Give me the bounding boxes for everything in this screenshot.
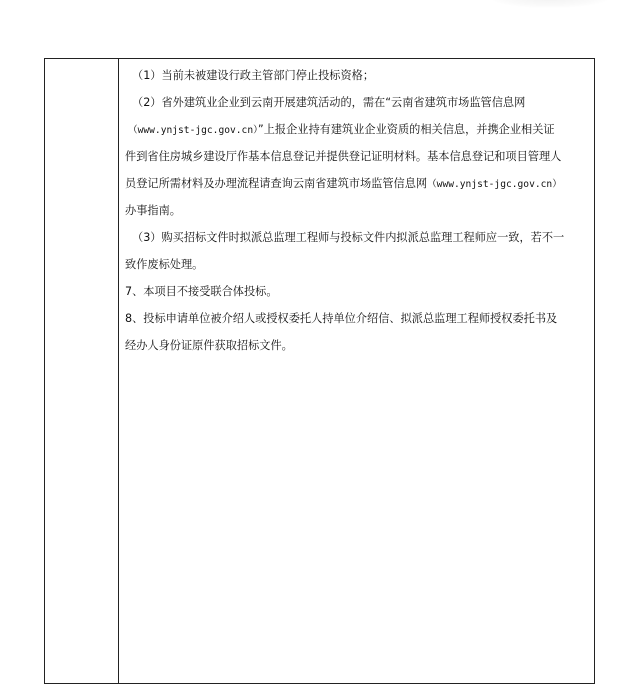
url-link: （www.ynjst-jgc.gov.cn）: [128, 125, 258, 136]
text-line-4: 件到省住房城乡建设厅作基本信息登记并提供登记证明材料。基本信息登记和项目管理人: [125, 150, 562, 163]
text-line-3: [125, 116, 588, 143]
text-segment: 员登记所需材料及办理流程请查询云南省建筑市场监管信息网: [125, 177, 428, 190]
top-shadow-decoration: [490, 0, 610, 8]
text-line-2: （2）省外建筑业企业到云南开展建筑活动的，需在“云南省建筑市场监管信息网: [132, 96, 526, 109]
text-line-7: （3）购买招标文件时拟派总监理工程师与投标文件内拟派总监理工程师应一致，若不一: [132, 231, 565, 244]
text-line-5: [125, 170, 588, 197]
text-segment: ”上报企业持有建筑业企业资质的相关信息，并携企业相关证: [257, 123, 555, 136]
table-label-cell: [45, 59, 119, 683]
document-table: [44, 58, 595, 684]
text-line-9: 7、本项目不接受联合体投标。: [125, 285, 278, 298]
table-content-cell: [119, 59, 594, 683]
text-line-8: 致作废标处理。: [125, 258, 204, 271]
text-line-6: 办事指南。: [125, 204, 181, 217]
text-line-10: 8、投标申请单位被介绍人或授权委托人持单位介绍信、拟派总监理工程师授权委托书及: [125, 312, 558, 325]
url-link: （www.ynjst-jgc.gov.cn）: [427, 179, 562, 190]
text-line-1: （1）当前未被建设行政主管部门停止投标资格；: [132, 69, 375, 82]
text-line-11: 经办人身份证原件获取招标文件。: [125, 339, 293, 352]
